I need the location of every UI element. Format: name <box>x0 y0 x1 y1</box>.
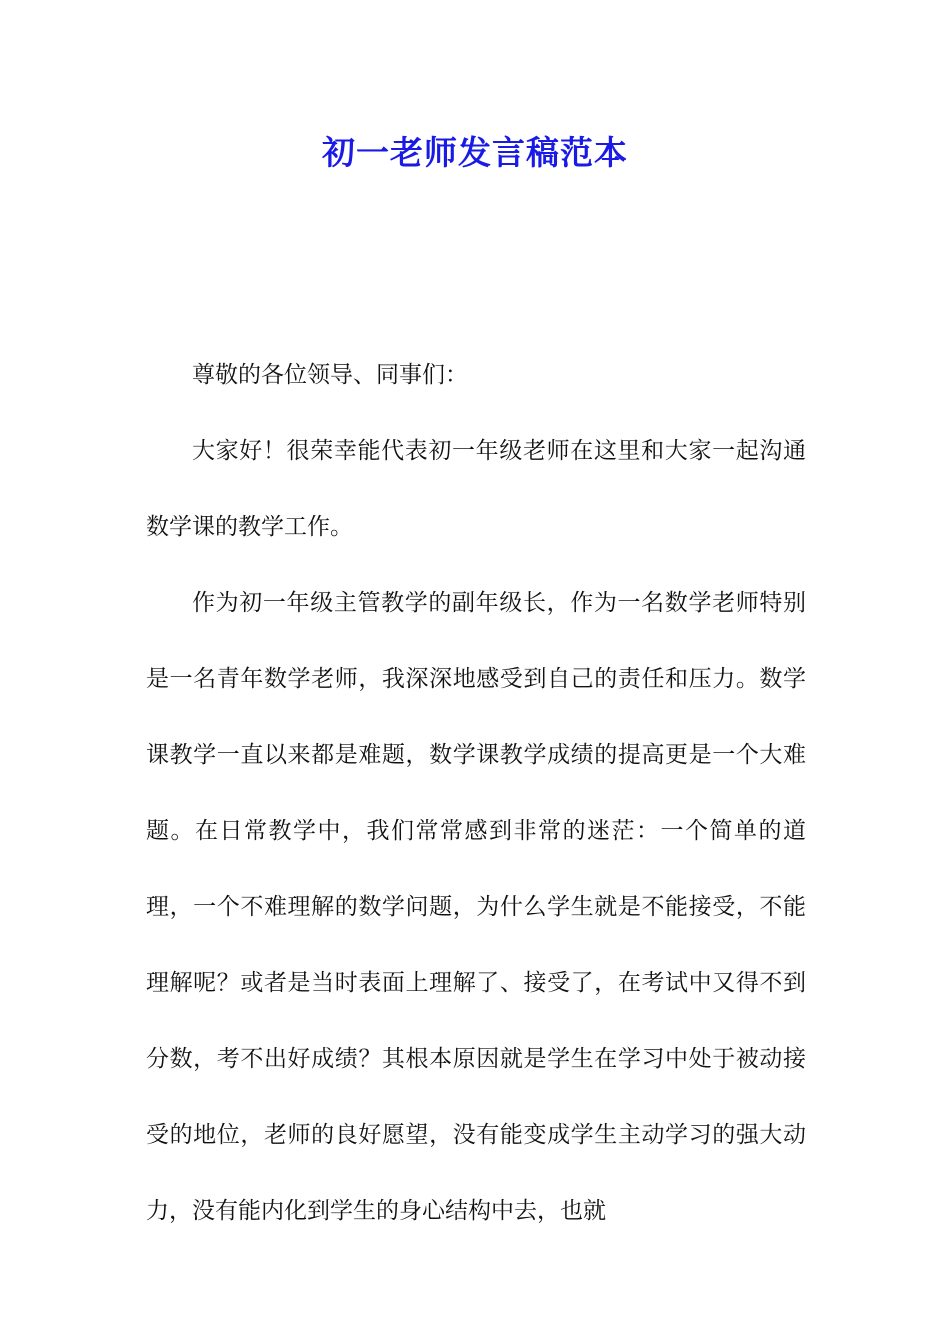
main-paragraph: 作为初一年级主管教学的副年级长，作为一名数学老师特别是一名青年数学老师，我深深地感受到自己的责任和压力。数学课教学一直以来都是难题，数学课教学成绩的提高更是一个大难题。在日常教学中，我们常常感到非常的迷茫：一个简单的道理，一个不难理解的数学问题，为什么学生就是不能接受，不能理解呢？或者是当时表面上理解了、接受了，在考试中又得不到分数，考不出好成绩？其根本原因就是学生在学习中处于被动接受的地位，老师的良好愿望，没有能变成学生主动学习的强大动力，没有能内化到学生的身心结构中去，也就 <box>146 590 806 1224</box>
document-body <box>146 337 806 1249</box>
greeting-paragraph: 大家好！很荣幸能代表初一年级老师在这里和大家一起沟通数学课的教学工作。 <box>146 438 806 540</box>
document-title: 初一老师发言稿范本 <box>322 133 628 172</box>
salutation-paragraph: 尊敬的各位领导、同事们： <box>192 362 468 388</box>
